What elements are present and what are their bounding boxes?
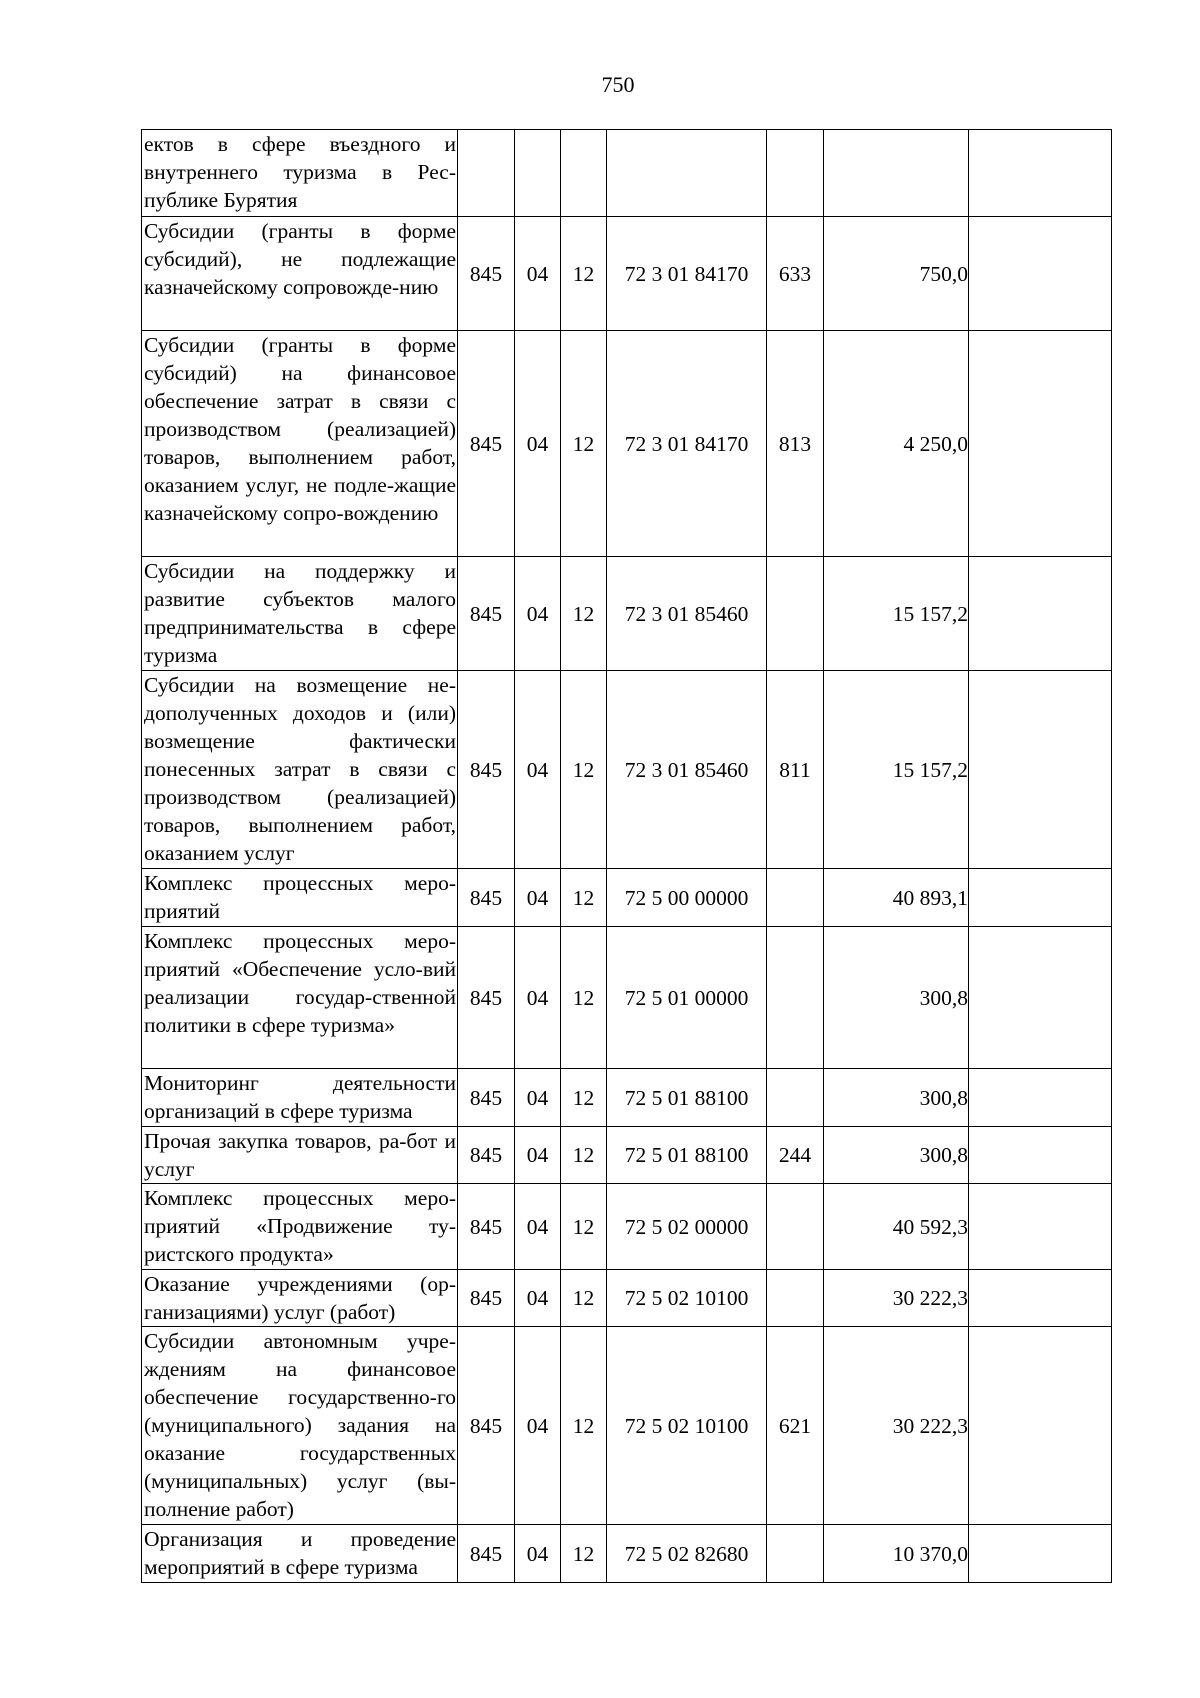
- row-amount: 300,8: [824, 1127, 969, 1184]
- row-extra: [969, 1327, 1112, 1525]
- row-extra: [969, 1184, 1112, 1270]
- row-csr: 72 3 01 84170: [607, 331, 767, 557]
- row-kvr: 811: [767, 671, 824, 869]
- row-csr: 72 5 01 88100: [607, 1069, 767, 1127]
- row-extra: [969, 1270, 1112, 1327]
- row-sub: 12: [561, 217, 607, 331]
- row-kvr: 633: [767, 217, 824, 331]
- row-name: ектов в сфере въездного и внутреннего туризма в Рес-публике Бурятия: [142, 130, 458, 217]
- row-amount: [824, 130, 969, 217]
- row-kvr: [767, 927, 824, 1069]
- row-amount: 10 370,0: [824, 1525, 969, 1583]
- row-amount: 300,8: [824, 1069, 969, 1127]
- row-name: Субсидии (гранты в форме субсидий), не подлежащие казначейскому сопровожде-нию: [142, 217, 458, 331]
- row-extra: [969, 671, 1112, 869]
- row-sec: 04: [515, 1069, 561, 1127]
- row-sec: 04: [515, 869, 561, 927]
- row-sec: 04: [515, 1270, 561, 1327]
- row-adm: 845: [458, 869, 515, 927]
- budget-table: [141, 129, 1112, 1583]
- row-amount: 750,0: [824, 217, 969, 331]
- row-csr: 72 3 01 85460: [607, 557, 767, 671]
- row-name: Субсидии на поддержку и развитие субъектов малого предпринимательства в сфере туризма: [142, 557, 458, 671]
- row-adm: 845: [458, 331, 515, 557]
- row-extra: [969, 130, 1112, 217]
- row-sec: 04: [515, 557, 561, 671]
- row-kvr: [767, 1525, 824, 1583]
- row-sub: 12: [561, 869, 607, 927]
- row-csr: 72 5 02 00000: [607, 1184, 767, 1270]
- row-amount: 15 157,2: [824, 557, 969, 671]
- table-row: [142, 1127, 1112, 1184]
- table-row: [142, 217, 1112, 331]
- row-adm: 845: [458, 1525, 515, 1583]
- row-sec: 04: [515, 671, 561, 869]
- row-sec: [515, 130, 561, 217]
- row-kvr: 244: [767, 1127, 824, 1184]
- row-name: Оказание учреждениями (ор-ганизациями) услуг (работ): [142, 1270, 458, 1327]
- row-adm: 845: [458, 1069, 515, 1127]
- row-sub: 12: [561, 557, 607, 671]
- row-extra: [969, 1525, 1112, 1583]
- table-row: [142, 1270, 1112, 1327]
- row-amount: 4 250,0: [824, 331, 969, 557]
- row-adm: 845: [458, 927, 515, 1069]
- row-sub: 12: [561, 1525, 607, 1583]
- row-name: Субсидии автономным учре-ждениям на финансовое обеспечение государственно-го (муниципального) задания на оказание государственных (муниципальных) услуг (вы-полнение работ): [142, 1327, 458, 1525]
- row-extra: [969, 557, 1112, 671]
- row-sub: 12: [561, 1327, 607, 1525]
- row-sub: 12: [561, 1184, 607, 1270]
- row-amount: 40 893,1: [824, 869, 969, 927]
- row-adm: 845: [458, 217, 515, 331]
- table-row: [142, 557, 1112, 671]
- row-kvr: [767, 1270, 824, 1327]
- table-row: [142, 1069, 1112, 1127]
- row-adm: 845: [458, 1327, 515, 1525]
- row-csr: 72 3 01 85460: [607, 671, 767, 869]
- row-extra: [969, 1127, 1112, 1184]
- row-csr: 72 3 01 84170: [607, 217, 767, 331]
- row-sec: 04: [515, 331, 561, 557]
- row-sec: 04: [515, 1525, 561, 1583]
- row-name: Субсидии на возмещение не-дополученных доходов и (или) возмещение фактически понесенных затрат в связи с производством (реализацией) товаров, выполнением работ, оказанием услуг: [142, 671, 458, 869]
- table-row: [142, 927, 1112, 1069]
- table-row: [142, 869, 1112, 927]
- row-sub: 12: [561, 927, 607, 1069]
- row-name: Прочая закупка товаров, ра-бот и услуг: [142, 1127, 458, 1184]
- row-kvr: 813: [767, 331, 824, 557]
- row-name: Мониторинг деятельности организаций в сфере туризма: [142, 1069, 458, 1127]
- table-row: [142, 130, 1112, 217]
- row-adm: [458, 130, 515, 217]
- row-name: Организация и проведение мероприятий в сфере туризма: [142, 1525, 458, 1583]
- row-sub: 12: [561, 331, 607, 557]
- row-csr: 72 5 01 88100: [607, 1127, 767, 1184]
- row-sub: 12: [561, 1127, 607, 1184]
- row-sub: 12: [561, 1069, 607, 1127]
- row-amount: 30 222,3: [824, 1327, 969, 1525]
- row-csr: 72 5 02 10100: [607, 1270, 767, 1327]
- row-csr: 72 5 00 00000: [607, 869, 767, 927]
- row-kvr: 621: [767, 1327, 824, 1525]
- row-csr: 72 5 02 82680: [607, 1525, 767, 1583]
- row-extra: [969, 331, 1112, 557]
- row-sec: 04: [515, 1327, 561, 1525]
- table-row: [142, 1327, 1112, 1525]
- row-name: Комплекс процессных меро-приятий: [142, 869, 458, 927]
- table-row: [142, 671, 1112, 869]
- row-name: Комплекс процессных меро-приятий «Обеспечение усло-вий реализации государ-ственной политики в сфере туризма»: [142, 927, 458, 1069]
- row-adm: 845: [458, 1184, 515, 1270]
- row-csr: [607, 130, 767, 217]
- row-extra: [969, 217, 1112, 331]
- page-number: 750: [601, 72, 635, 97]
- row-amount: 40 592,3: [824, 1184, 969, 1270]
- row-csr: 72 5 01 00000: [607, 927, 767, 1069]
- row-sub: 12: [561, 671, 607, 869]
- row-adm: 845: [458, 557, 515, 671]
- row-extra: [969, 869, 1112, 927]
- table-row: [142, 1525, 1112, 1583]
- row-kvr: [767, 1069, 824, 1127]
- row-sub: 12: [561, 1270, 607, 1327]
- table-row: [142, 1184, 1112, 1270]
- row-kvr: [767, 1184, 824, 1270]
- row-kvr: [767, 130, 824, 217]
- row-name: Комплекс процессных меро-приятий «Продвижение ту-ристского продукта»: [142, 1184, 458, 1270]
- row-extra: [969, 1069, 1112, 1127]
- row-sec: 04: [515, 927, 561, 1069]
- row-amount: 30 222,3: [824, 1270, 969, 1327]
- table-row: [142, 331, 1112, 557]
- row-sub: [561, 130, 607, 217]
- row-amount: 300,8: [824, 927, 969, 1069]
- row-kvr: [767, 869, 824, 927]
- row-adm: 845: [458, 671, 515, 869]
- row-adm: 845: [458, 1127, 515, 1184]
- row-sec: 04: [515, 1127, 561, 1184]
- row-extra: [969, 927, 1112, 1069]
- row-sec: 04: [515, 1184, 561, 1270]
- row-name: Субсидии (гранты в форме субсидий) на финансовое обеспечение затрат в связи с производством (реализацией) товаров, выполнением работ, оказанием услуг, не подле-жащие казначейскому сопро-вождению: [142, 331, 458, 557]
- row-sec: 04: [515, 217, 561, 331]
- row-adm: 845: [458, 1270, 515, 1327]
- row-kvr: [767, 557, 824, 671]
- row-csr: 72 5 02 10100: [607, 1327, 767, 1525]
- row-amount: 15 157,2: [824, 671, 969, 869]
